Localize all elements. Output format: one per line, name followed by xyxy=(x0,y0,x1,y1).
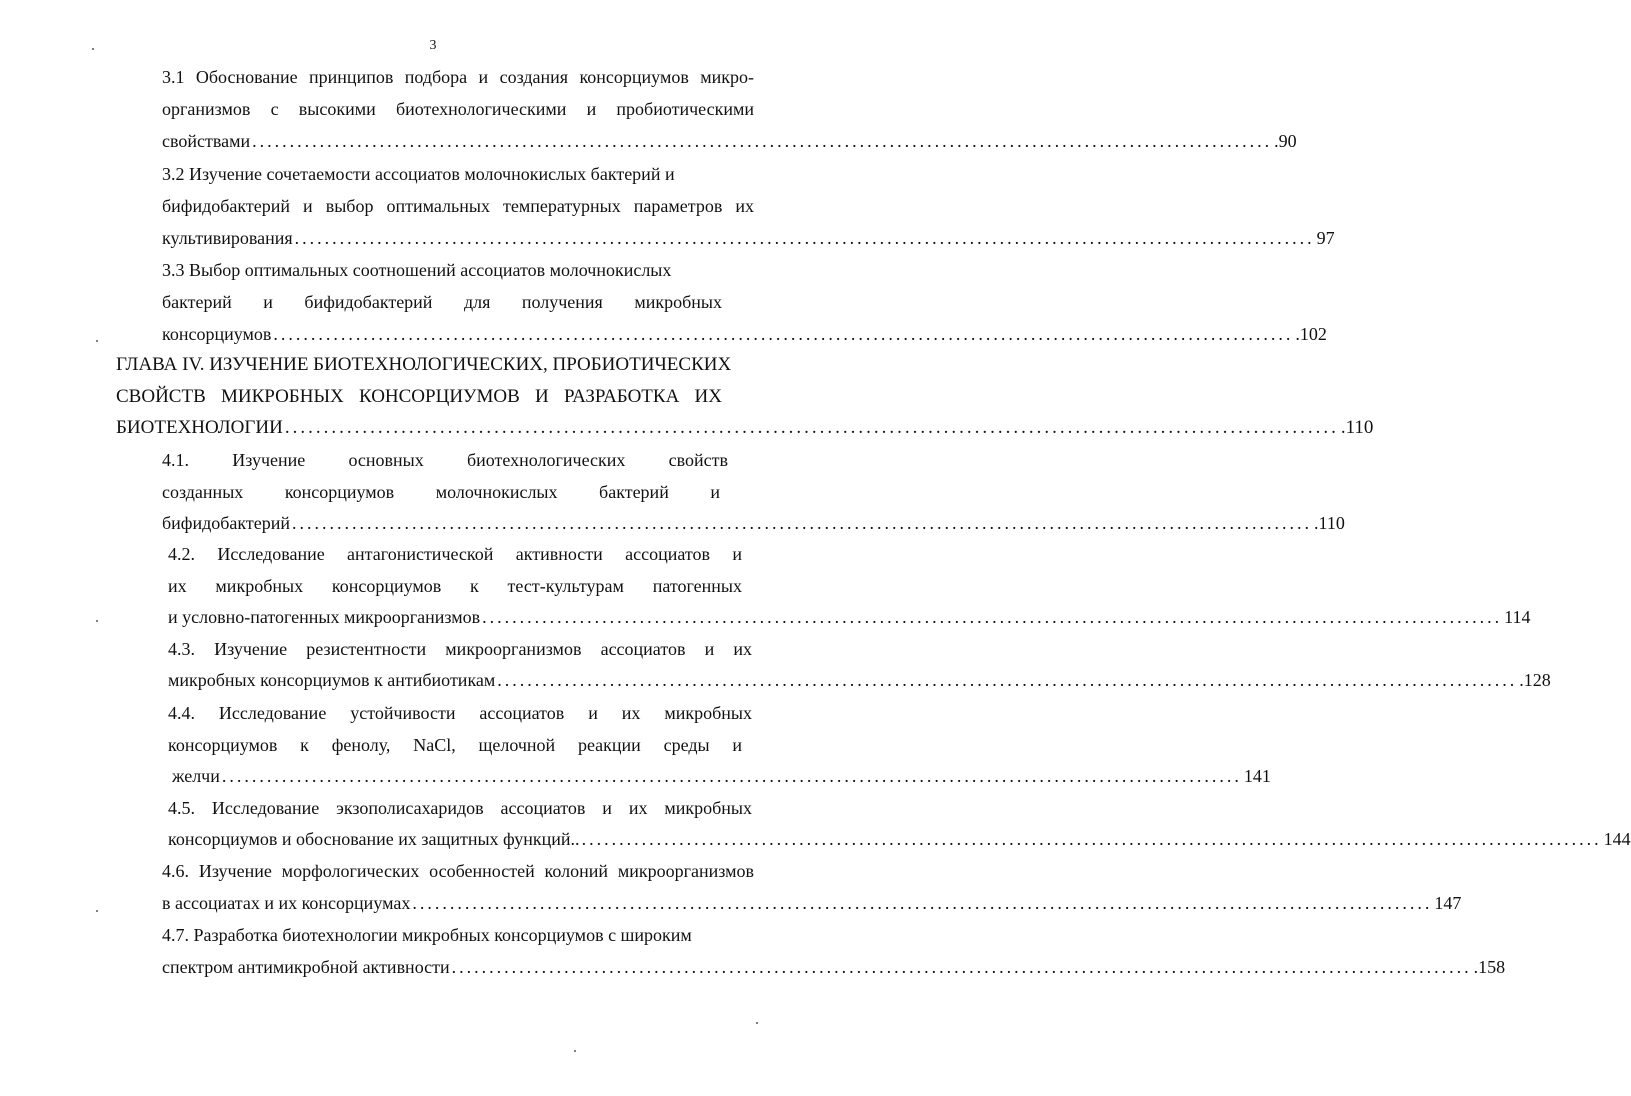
toc-entry-3-1-line-2: организмов с высокими биотехнологическими и пробиотическими xyxy=(162,99,754,119)
toc-entry-4-6-line-1: 4.6. Изучение морфологических особенностей колоний микроорганизмов xyxy=(162,861,754,881)
chapter-4-line-2: СВОЙСТВ МИКРОБНЫХ КОНСОРЦИУМОВ И РАЗРАБОТКА ИХ xyxy=(116,386,722,407)
toc-entry-3-2-page: 97 xyxy=(1316,228,1335,248)
toc-entry-3-1-page: .90 xyxy=(1274,131,1297,151)
scan-speck xyxy=(574,1050,576,1052)
toc-entry-3-3-page: .102 xyxy=(1295,324,1327,344)
toc-entry-3-2-last-line[interactable] xyxy=(162,227,1335,249)
dot-leader: ........................................................................................................................................ xyxy=(252,131,1273,151)
scan-speck xyxy=(756,1022,758,1024)
toc-entry-4-5-line-1: 4.5. Исследование экзополисахаридов ассоциатов и их микробных xyxy=(168,798,752,818)
page-number: 3 xyxy=(429,38,437,53)
toc-entry-4-6-page: 147 xyxy=(1434,893,1462,913)
toc-entry-4-6-text: в ассоциатах и их консорциумах xyxy=(162,893,411,913)
toc-entry-4-7-page: .158 xyxy=(1473,957,1506,977)
dot-leader: ........................................................................................................................................ xyxy=(284,417,1339,438)
dot-leader: ........................................................................................................................................ xyxy=(412,893,1433,913)
chapter-4-page: .110 xyxy=(1340,417,1374,438)
toc-entry-4-4-line-1: 4.4. Исследование устойчивости ассоциатов и их микробных xyxy=(168,703,752,723)
dot-leader: ........................................................................................................................................ xyxy=(451,957,1472,977)
toc-entry-4-1-last-line[interactable] xyxy=(162,512,1345,534)
dot-leader: ........................................................................................................................................ xyxy=(497,670,1518,690)
toc-entry-3-3-last-line[interactable] xyxy=(162,323,1327,345)
scan-speck xyxy=(96,910,98,912)
toc-entry-4-2-line-2: их микробных консорциумов к тест-культурам патогенных xyxy=(168,576,742,596)
toc-entry-4-5-page: 144 xyxy=(1603,829,1631,849)
toc-entry-4-1-page: .110 xyxy=(1314,513,1345,533)
toc-entry-4-4-line-2: консорциумов к фенолу, NaCl, щелочной реакции среды и xyxy=(168,735,742,755)
toc-entry-4-2-last-line[interactable] xyxy=(168,606,1531,628)
scan-speck xyxy=(96,340,98,342)
toc-entry-4-1-line-1: 4.1. Изучение основных биотехнологических свойств xyxy=(162,450,728,470)
toc-entry-3-3-line-1: 3.3 Выбор оптимальных соотношений ассоциатов молочнокислых xyxy=(162,260,672,280)
chapter-4-last-line[interactable] xyxy=(116,417,1374,439)
toc-entry-4-3-page: .128 xyxy=(1519,670,1551,690)
dot-leader: ........................................................................................................................................ xyxy=(482,607,1503,627)
toc-entry-4-6-last-line[interactable] xyxy=(162,892,1462,914)
dot-leader: ........................................................................................................................................ xyxy=(292,513,1313,533)
scan-speck xyxy=(92,48,94,50)
toc-entry-4-5-text: консорциумов и обоснование их защитных функций.. xyxy=(168,829,580,849)
dot-leader: ........................................................................................................................................ xyxy=(294,228,1315,248)
toc-entry-4-4-page: 141 xyxy=(1243,766,1271,786)
toc-entry-4-2-page: 114 xyxy=(1504,607,1531,627)
toc-entry-3-3-text: консорциумов xyxy=(162,324,272,344)
toc-entry-3-1-last-line[interactable] xyxy=(162,130,1297,152)
toc-entry-4-4-text: желчи xyxy=(172,766,220,786)
toc-entry-3-1-line-1: 3.1 Обоснование принципов подбора и создания консорциумов микро- xyxy=(162,67,754,87)
toc-entry-4-3-line-1: 4.3. Изучение резистентности микроорганизмов ассоциатов и их xyxy=(168,639,752,659)
toc-entry-4-7-text: спектром антимикробной активности xyxy=(162,957,450,977)
toc-entry-4-1-text: бифидобактерий xyxy=(162,513,291,533)
chapter-4-text: БИОТЕХНОЛОГИИ xyxy=(116,417,283,438)
toc-entry-4-3-last-line[interactable] xyxy=(168,669,1551,691)
dot-leader: ........................................................................................................................................ xyxy=(273,324,1294,344)
chapter-4-line-1: ГЛАВА IV. ИЗУЧЕНИЕ БИОТЕХНОЛОГИЧЕСКИХ, ПРОБИОТИЧЕСКИХ xyxy=(116,354,732,375)
toc-entry-4-3-text: микробных консорциумов к антибиотикам xyxy=(168,670,496,690)
toc-entry-4-1-line-2: созданных консорциумов молочнокислых бактерий и xyxy=(162,482,720,502)
toc-entry-4-2-text: и условно-патогенных микроорганизмов xyxy=(168,607,481,627)
dot-leader: ........................................................................................................................................ xyxy=(221,766,1242,786)
toc-entry-3-3-line-2: бактерий и бифидобактерий для получения микробных xyxy=(162,292,722,312)
dot-leader: ........................................................................................................................................ xyxy=(581,829,1602,849)
scan-speck xyxy=(96,620,98,622)
toc-entry-3-2-line-2: бифидобактерий и выбор оптимальных температурных параметров их xyxy=(162,196,754,216)
toc-entry-4-4-last-line[interactable] xyxy=(172,765,1271,787)
toc-entry-4-5-last-line[interactable] xyxy=(168,828,1631,850)
toc-entry-3-1-text: свойствами xyxy=(162,131,251,151)
toc-entry-3-2-text: культивирования xyxy=(162,228,293,248)
toc-entry-4-2-line-1: 4.2. Исследование антагонистической активности ассоциатов и xyxy=(168,544,742,564)
toc-entry-4-7-last-line[interactable] xyxy=(162,956,1506,978)
toc-entry-4-7-line-1: 4.7. Разработка биотехнологии микробных консорциумов с широким xyxy=(162,925,692,945)
toc-entry-3-2-line-1: 3.2 Изучение сочетаемости ассоциатов молочнокислых бактерий и xyxy=(162,164,675,184)
